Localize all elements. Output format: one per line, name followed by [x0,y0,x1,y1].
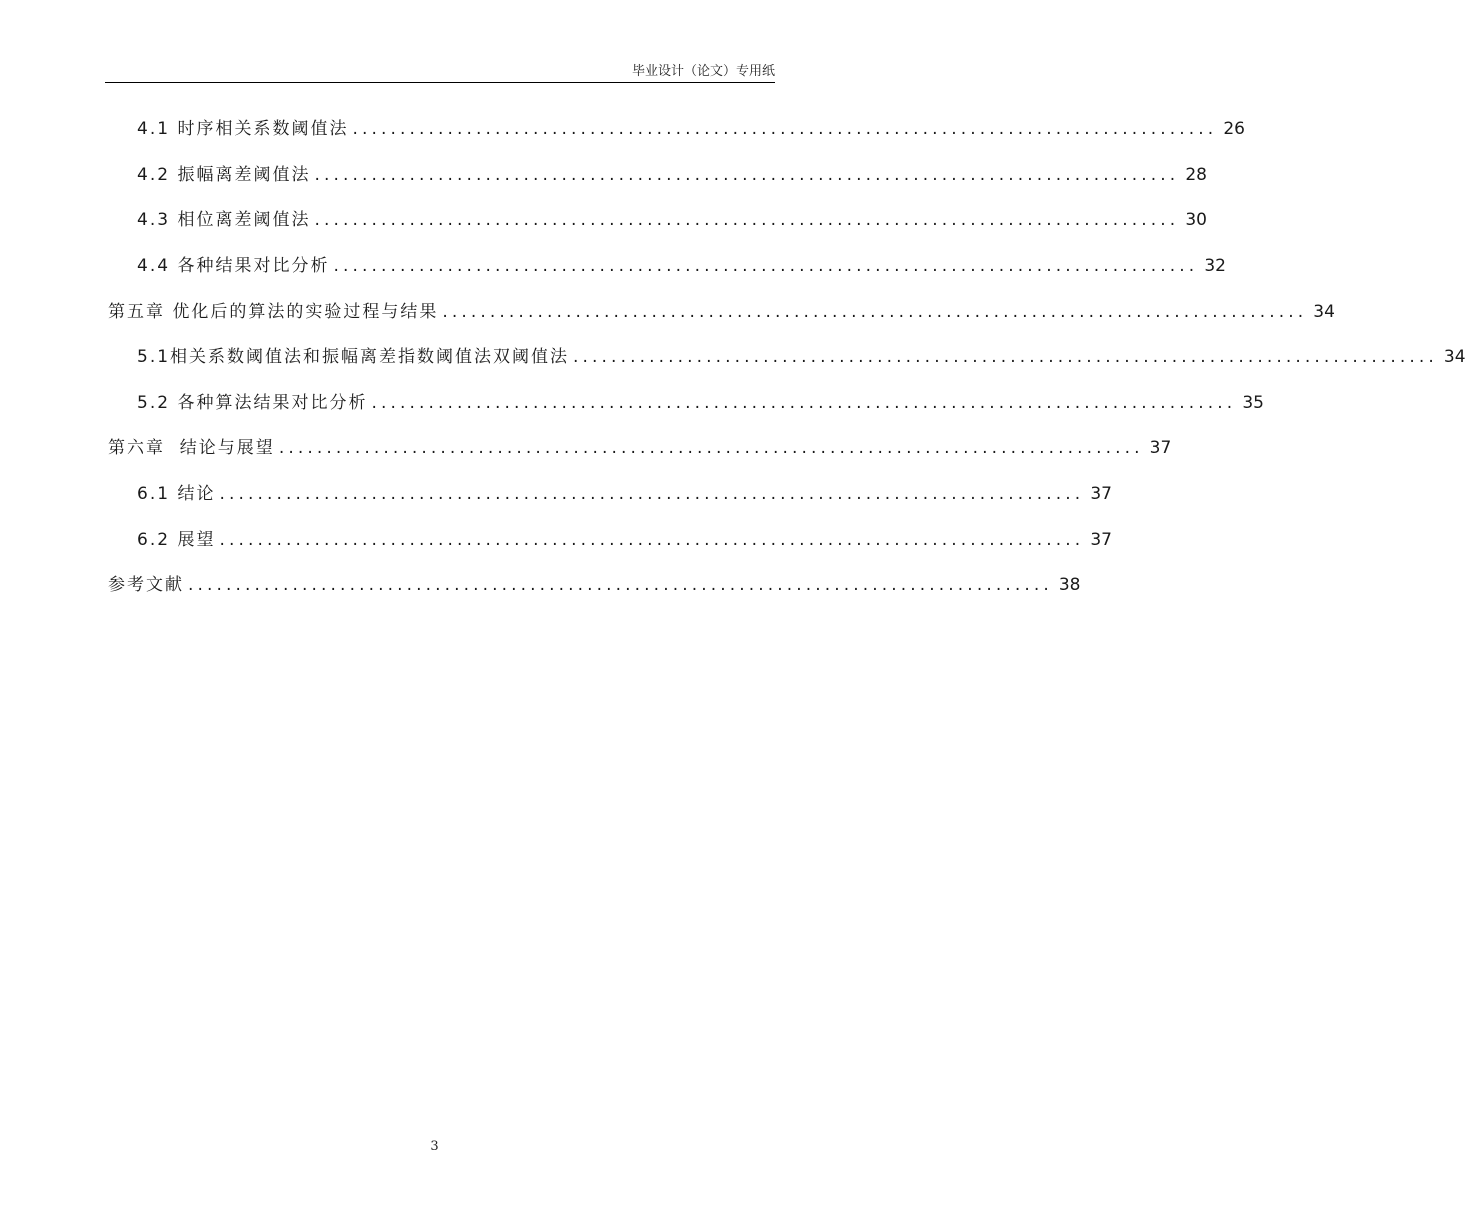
page-number: 3 [430,1139,439,1154]
toc-entry-page: 35 [1242,393,1264,413]
toc-entry[interactable] [108,573,1081,597]
toc-entry-page: 37 [1090,530,1112,550]
toc-entry-label: 4.1 时序相关系数阈值法 [137,119,349,139]
dot-leader: ........................................................................................... [573,347,1438,367]
toc-entry-page: 34 [1313,302,1335,322]
toc-entry-page: 26 [1223,119,1245,139]
dot-leader: ........................................................................................... [219,530,1085,550]
toc-entry[interactable] [137,528,1112,552]
dot-leader: ........................................................................................... [442,302,1308,322]
dot-leader: ........................................................................................... [371,393,1237,413]
toc-entry[interactable] [137,163,1207,187]
toc-entry-label: 6.2 展望 [137,530,216,550]
toc-entry-page: 37 [1149,438,1172,458]
toc-entry-page: 30 [1185,210,1207,230]
toc-entry-page: 38 [1058,575,1081,595]
toc-entry-page: 32 [1204,256,1226,276]
toc-entry-label: 5.1相关系数阈值法和振幅离差指数阈值法双阈值法 [137,347,570,367]
toc-entry-label: 6.1 结论 [137,484,216,504]
toc-entry-label: 4.4 各种结果对比分析 [137,256,330,276]
toc-entry-page: 34 [1443,347,1466,367]
dot-leader: ........................................................................................... [278,438,1144,458]
toc-entry-label: 参考文献 [108,575,184,595]
toc-entry-label: 第六章 结论与展望 [108,438,275,458]
toc-entry-page: 28 [1185,165,1207,185]
toc-entry[interactable] [137,391,1264,415]
toc-entry[interactable] [137,482,1112,506]
toc-entry-label: 4.3 相位离差阈值法 [137,210,311,230]
toc-entry[interactable] [108,300,1335,324]
toc-entry-label: 5.2 各种算法结果对比分析 [137,393,368,413]
toc-entry-label: 4.2 振幅离差阈值法 [137,165,311,185]
toc-entry-label: 第五章 优化后的算法的实验过程与结果 [108,302,439,322]
dot-leader: ........................................................................................... [219,484,1085,504]
dot-leader: ........................................................................................... [333,256,1199,276]
toc-entry[interactable] [137,345,1466,369]
toc-entry[interactable] [137,117,1245,141]
dot-leader: ........................................................................................... [314,210,1180,230]
dot-leader: ........................................................................................... [314,165,1180,185]
toc-entry-page: 37 [1090,484,1112,504]
toc-entry[interactable] [108,436,1172,460]
toc-entry[interactable] [137,254,1226,278]
dot-leader: ........................................................................................... [188,575,1053,595]
dot-leader: ........................................................................................... [352,119,1218,139]
header-title: 毕业设计（论文）专用纸 [631,64,775,79]
toc-entry[interactable] [137,208,1207,232]
page-header [105,60,775,83]
